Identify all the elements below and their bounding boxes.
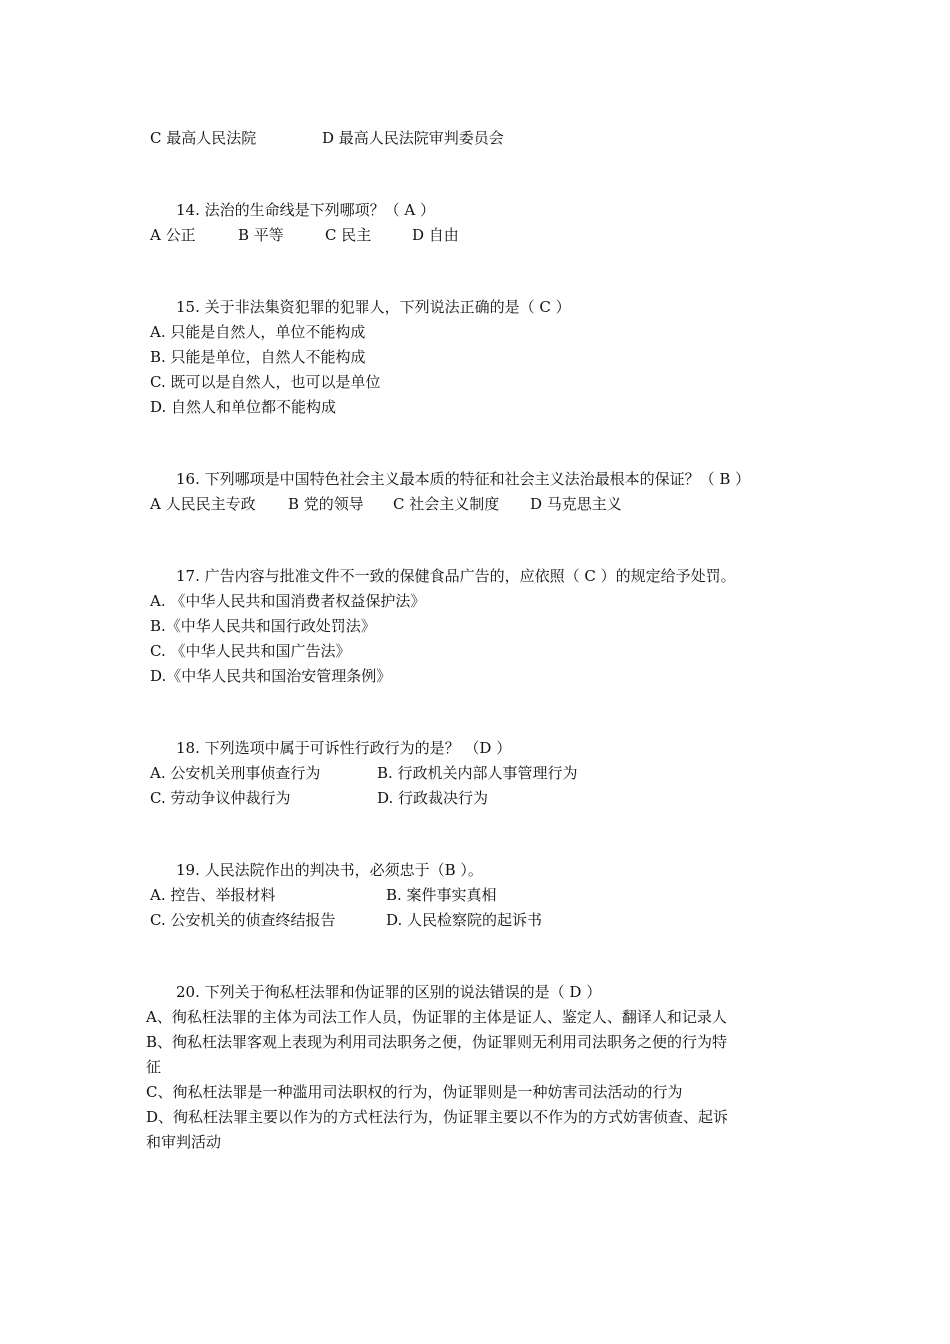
q17-option-c: C. 《中华人民共和国广告法》 <box>150 642 351 660</box>
q14-option-a: A 公正 <box>150 226 196 244</box>
q18-option-c: C. 劳动争议仲裁行为 <box>150 789 291 807</box>
q16-option-c: C 社会主义制度 <box>393 495 500 513</box>
question-16: 16. 下列哪项是中国特色社会主义最本质的特征和社会主义法治最根本的保证？（ B ） <box>176 470 751 488</box>
q15-option-c: C. 既可以是自然人，也可以是单位 <box>150 373 381 391</box>
q16-option-a: A 人民民主专政 <box>150 495 256 513</box>
q16-option-b: B 党的领导 <box>288 495 364 513</box>
q17-option-a: A. 《中华人民共和国消费者权益保护法》 <box>150 592 426 610</box>
q15-option-d: D. 自然人和单位都不能构成 <box>150 398 337 416</box>
q19-option-a: A. 控告、举报材料 <box>150 886 276 904</box>
q14-option-c: C 民主 <box>325 226 372 244</box>
q14-option-d: D 自由 <box>412 226 459 244</box>
q18-option-d: D. 行政裁决行为 <box>377 789 489 807</box>
q16-option-d: D 马克思主义 <box>530 495 622 513</box>
q19-option-d: D. 人民检察院的起诉书 <box>386 911 543 929</box>
q20-option-d-continued: 和审判活动 <box>146 1133 222 1151</box>
q20-option-b-continued: 征 <box>146 1058 162 1076</box>
q20-option-c: C、徇私枉法罪是一种滥用司法职权的行为，伪证罪则是一种妨害司法活动的行为 <box>146 1083 683 1101</box>
q19-option-b: B. 案件事实真相 <box>386 886 497 904</box>
option-c-carryover: C 最高人民法院 <box>150 129 257 147</box>
q15-option-a: A. 只能是自然人，单位不能构成 <box>150 323 366 341</box>
q17-option-b: B.《中华人民共和国行政处罚法》 <box>150 617 376 635</box>
question-18: 18. 下列选项中属于可诉性行政行为的是？ （D ） <box>176 739 512 757</box>
question-17: 17. 广告内容与批准文件不一致的保健食品广告的，应依照（ C ）的规定给予处罚。 <box>176 567 736 585</box>
q20-option-b: B、徇私枉法罪客观上表现为利用司法职务之便，伪证罪则无利用司法职务之便的行为特 <box>146 1033 728 1051</box>
q20-option-a: A、徇私枉法罪的主体为司法工作人员，伪证罪的主体是证人、鉴定人、翻译人和记录人 <box>146 1008 727 1026</box>
question-15: 15. 关于非法集资犯罪的犯罪人，下列说法正确的是（ C ） <box>176 298 571 316</box>
q18-option-b: B. 行政机关内部人事管理行为 <box>377 764 578 782</box>
q18-option-a: A. 公安机关刑事侦查行为 <box>150 764 321 782</box>
option-d-carryover: D 最高人民法院审判委员会 <box>322 129 504 147</box>
q20-option-d: D、徇私枉法罪主要以作为的方式枉法行为，伪证罪主要以不作为的方式妨害侦查、起诉 <box>146 1108 729 1126</box>
question-19: 19. 人民法院作出的判决书，必须忠于（B ）。 <box>176 861 483 879</box>
q14-option-b: B 平等 <box>238 226 284 244</box>
q15-option-b: B. 只能是单位，自然人不能构成 <box>150 348 366 366</box>
q19-option-c: C. 公安机关的侦查终结报告 <box>150 911 336 929</box>
q17-option-d: D.《中华人民共和国治安管理条例》 <box>150 667 392 685</box>
question-20: 20. 下列关于徇私枉法罪和伪证罪的区别的说法错误的是（ D ） <box>176 983 602 1001</box>
question-14: 14. 法治的生命线是下列哪项？（ A ） <box>176 201 435 219</box>
